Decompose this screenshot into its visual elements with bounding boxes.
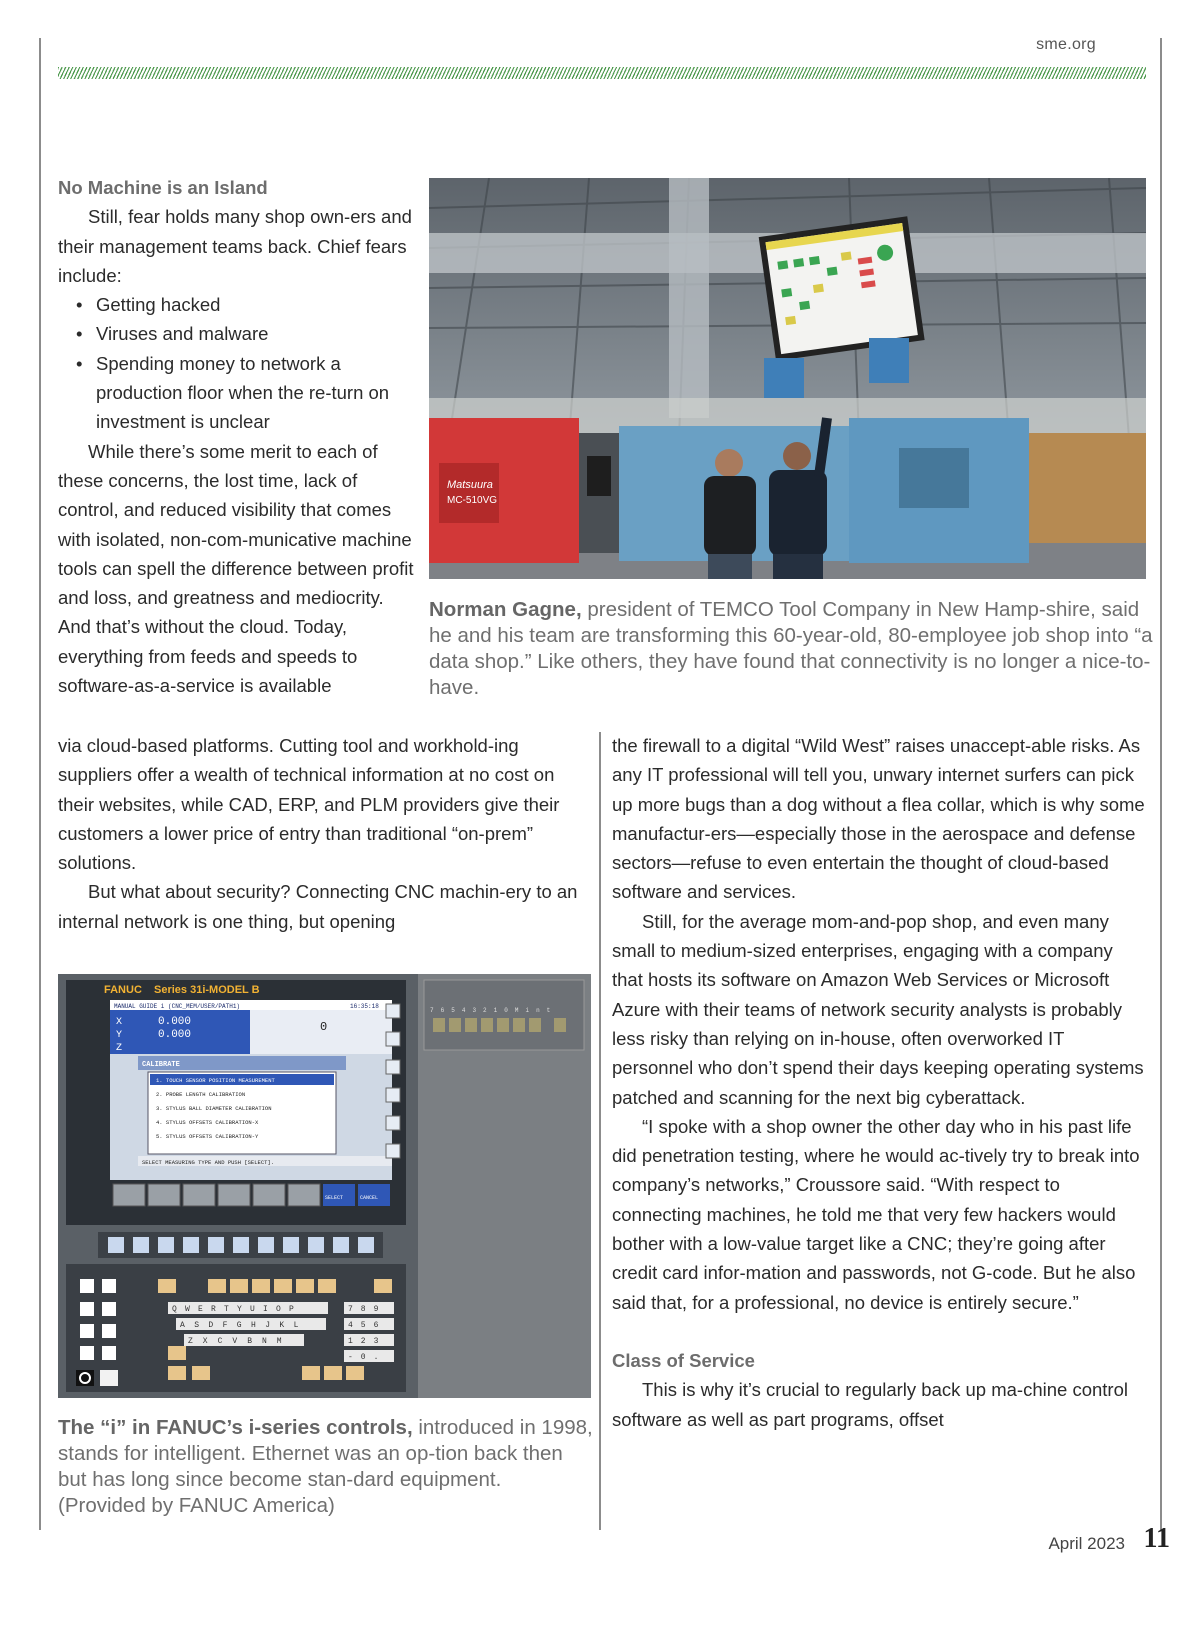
paragraph: But what about security? Connecting CNC machin-ery to an internal network is one thing, but opening	[58, 881, 578, 932]
caption-text: president of TEMCO Tool Company in New Hamp-shire, said he and his team are transforming this 60-year-old, 80-employee job shop into “a data shop.” Like others, they have found that connectivity is no longer a nice-to-have.	[429, 598, 1153, 699]
machine-brand: Matsuura	[447, 479, 493, 491]
menu-title: CALIBRATE	[142, 1061, 180, 1069]
caption-lead: Norman Gagne,	[429, 598, 582, 621]
page-number: 11	[1143, 1523, 1170, 1554]
paragraph-intro: Still, fear holds many shop own-ers and their management teams back. Chief fears include:	[58, 206, 412, 286]
column-divider	[599, 732, 601, 1530]
paragraph: “I spoke with a shop owner the other day who in his past life did penetration testing, where he would ac-tively try to break into company’s networks,” Croussore said. “With respect to connecting machines, he told me that very few hackers would bother with a low-value target like a CNC; they’re going after credit card infor-mation and passwords, not G-code. But he also said that, for a professional, no device is entirely secure.”	[612, 1115, 1140, 1313]
site-url: sme.org	[1036, 36, 1096, 53]
numpad-row: 789	[348, 1305, 387, 1314]
fears-list	[58, 290, 414, 436]
axis-y-value: 0.000	[158, 1029, 192, 1041]
left-narrow-column	[58, 173, 414, 700]
screen-time: 16:35:18	[350, 1003, 379, 1010]
fanuc-control-illustration	[58, 974, 591, 1398]
softkey-select: SELECT	[325, 1195, 344, 1201]
paragraph: via cloud-based platforms. Cutting tool and workhold-ing suppliers offer a wealth of technical information at no cost on their websites, while CAD, ERP, and PLM providers give their customers a lower price of entry than traditional “on-prem” solutions.	[58, 735, 560, 874]
menu-item: 5. STYLUS OFFSETS CALIBRATION-Y	[156, 1133, 259, 1140]
left-column	[58, 731, 588, 936]
spindle-value: 0	[320, 1020, 328, 1034]
keyboard-row: ZXCVBNM	[188, 1337, 292, 1346]
section-heading: No Machine is an Island	[58, 177, 268, 198]
caption-text: introduced in 1998, stands for intelligent. Ethernet was an op-tion back then but has long since become stan-dard equipment. (Provided by FANUC America)	[58, 1416, 593, 1517]
list-item: • Spending money to network a production floor when the re-turn on investment is unclear	[96, 349, 414, 437]
axis-z-label: Z	[116, 1043, 123, 1054]
issue-date: April 2023	[1048, 1534, 1125, 1553]
list-item: • Viruses and malware	[96, 319, 414, 348]
menu-item: 2. PROBE LENGTH CALIBRATION	[156, 1091, 246, 1098]
shop-floor-illustration	[429, 178, 1146, 579]
photo2-caption	[58, 1415, 593, 1519]
shop-floor-photo	[429, 178, 1146, 579]
softkey-cancel: CANCEL	[360, 1195, 379, 1201]
fanuc-model: Series 31i-MODEL B	[154, 984, 260, 996]
numpad-row: 456	[348, 1321, 387, 1330]
header-hatch-bar	[58, 67, 1146, 79]
menu-item: 3. STYLUS BALL DIAMETER CALIBRATION	[156, 1105, 272, 1112]
numpad-row: 123	[348, 1337, 387, 1346]
shelf	[1029, 433, 1146, 543]
keyboard-row: QWERTYUIOP	[172, 1305, 303, 1314]
keyboard-row: ASDFGHJKL	[180, 1321, 308, 1330]
menu-item: 4. STYLUS OFFSETS CALIBRATION-X	[156, 1119, 259, 1126]
section-heading: Class of Service	[612, 1349, 755, 1371]
axis-x-label: X	[116, 1017, 123, 1028]
axis-x-value: 0.000	[158, 1016, 192, 1028]
menu-item: 1. TOUCH SENSOR POSITION MEASUREMENT	[156, 1077, 275, 1084]
left-margin-rule	[39, 38, 41, 1530]
fanuc-brand: FANUC	[104, 984, 142, 996]
paragraph: the firewall to a digital “Wild West” raises unaccept-able risks. As any IT professional will tell you, unwary internet surfers can pick up more bugs than a dog without a flea collar, which is why some manufactur-ers—especially those in the aerospace and defense sectors—refuse to even entertain the thought of cloud-based software and services.	[612, 735, 1145, 903]
list-item: • Getting hacked	[96, 290, 414, 319]
caption-lead: The “i” in FANUC’s i-series controls,	[58, 1416, 413, 1439]
status-line: SELECT MEASURING TYPE AND PUSH [SELECT].	[142, 1159, 275, 1166]
numpad-row: -0.	[348, 1353, 387, 1362]
right-margin-rule	[1160, 38, 1162, 1530]
screen-header: MANUAL GUIDE i (CNC_MEM/USER/PATH1)	[114, 1003, 241, 1010]
photo1-caption	[429, 597, 1154, 701]
fanuc-control-photo	[58, 974, 591, 1398]
machine-model: MC-510VG	[447, 495, 498, 506]
scale-ticks: 76543210Mint	[430, 1007, 558, 1014]
paragraph: This is why it’s crucial to regularly back up ma-chine control software as well as part programs, offset	[612, 1379, 1128, 1430]
paragraph: Still, for the average mom-and-pop shop, and even many small to medium-sized enterprises, engaging with a company that hosts its software on Amazon Web Services or Microsoft Azure with their teams of network security analysts is probably less risky than relying on in-house, often overworked IT personnel who don’t spend their days keeping operating systems patched and scanning for the next big cyberattack.	[612, 910, 1144, 1108]
qwerty-keyboard	[168, 1302, 328, 1346]
axis-y-label: Y	[116, 1030, 123, 1041]
paragraph: While there’s some merit to each of these concerns, the lost time, lack of control, and reduced visibility that comes with isolated, non-com-municative machine tools can spell the difference between profit and loss, and greatness and mediocrity. And that’s without the cloud. Today, everything from feeds and speeds to software-as-a-service is available	[58, 440, 414, 697]
right-column	[612, 731, 1148, 1434]
